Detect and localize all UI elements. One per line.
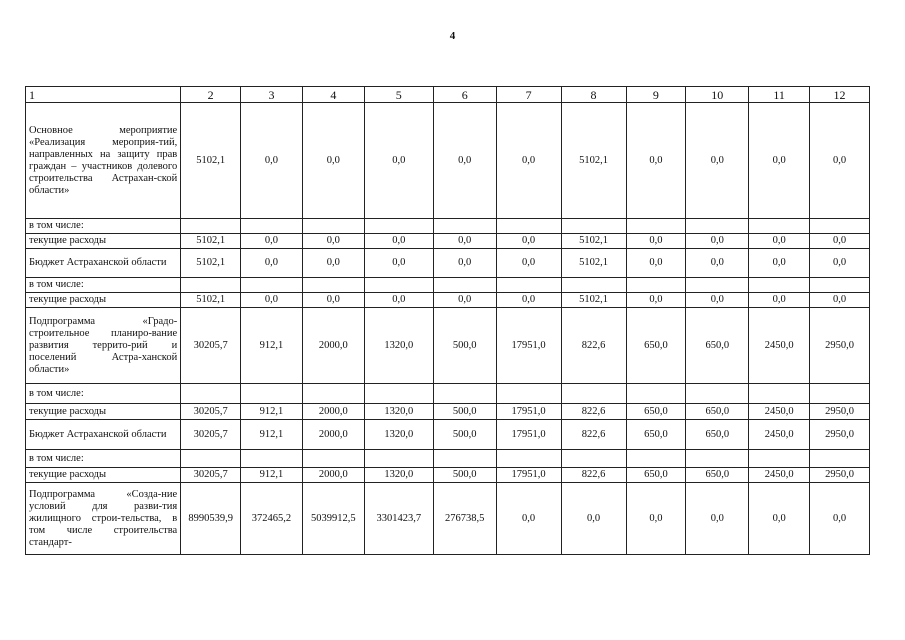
value-cell [364,278,433,293]
value-cell: 822,6 [561,308,626,384]
row-label: Основное мероприятие «Реализация мероприя-тий, направленных на защиту прав граждан – участников долевого строительства Астрахан-ской области» [26,103,181,219]
column-number-cell: 12 [810,87,870,103]
value-cell: 0,0 [686,249,749,278]
value-cell: 0,0 [626,483,686,555]
column-number-cell: 7 [496,87,561,103]
value-cell: 0,0 [626,103,686,219]
value-cell: 1320,0 [364,404,433,420]
value-cell: 0,0 [433,103,496,219]
value-cell [810,450,870,468]
row-label: текущие расходы [26,234,181,249]
value-cell [686,450,749,468]
value-cell [496,450,561,468]
value-cell: 2000,0 [302,308,364,384]
value-cell [433,450,496,468]
table-row [26,103,870,219]
value-cell: 0,0 [241,234,303,249]
row-label: текущие расходы [26,468,181,483]
value-cell [686,384,749,404]
value-cell: 5102,1 [561,249,626,278]
value-cell [561,278,626,293]
value-cell: 30205,7 [181,404,241,420]
value-cell: 2950,0 [810,308,870,384]
value-cell: 30205,7 [181,420,241,450]
value-cell: 1320,0 [364,420,433,450]
value-cell: 30205,7 [181,468,241,483]
value-cell: 5102,1 [181,234,241,249]
value-cell: 3301423,7 [364,483,433,555]
table-row [26,219,870,234]
value-cell: 2950,0 [810,468,870,483]
value-cell: 0,0 [302,249,364,278]
value-cell: 0,0 [686,234,749,249]
row-label: в том числе: [26,278,181,293]
value-cell: 0,0 [810,249,870,278]
value-cell: 650,0 [686,468,749,483]
value-cell: 0,0 [433,234,496,249]
value-cell: 0,0 [810,483,870,555]
value-cell: 650,0 [686,420,749,450]
column-number-cell: 1 [26,87,181,103]
value-cell: 0,0 [749,249,810,278]
table-row [26,468,870,483]
budget-table [25,86,870,555]
value-cell [626,278,686,293]
value-cell [810,278,870,293]
value-cell [561,384,626,404]
value-cell: 17951,0 [496,468,561,483]
value-cell: 0,0 [810,234,870,249]
value-cell: 5102,1 [181,293,241,308]
value-cell: 0,0 [626,249,686,278]
table-row [26,450,870,468]
row-label: текущие расходы [26,404,181,420]
value-cell: 0,0 [561,483,626,555]
value-cell: 0,0 [302,103,364,219]
value-cell: 912,1 [241,308,303,384]
value-cell: 17951,0 [496,308,561,384]
value-cell: 5102,1 [181,249,241,278]
table-row [26,404,870,420]
value-cell: 372465,2 [241,483,303,555]
value-cell: 0,0 [496,293,561,308]
value-cell [364,384,433,404]
value-cell: 500,0 [433,308,496,384]
value-cell [302,278,364,293]
value-cell [241,219,303,234]
value-cell: 1320,0 [364,308,433,384]
value-cell: 1320,0 [364,468,433,483]
value-cell [749,219,810,234]
column-number-cell: 8 [561,87,626,103]
row-label: в том числе: [26,219,181,234]
value-cell [496,278,561,293]
value-cell: 5102,1 [181,103,241,219]
value-cell [749,278,810,293]
value-cell [181,219,241,234]
value-cell [626,219,686,234]
value-cell: 650,0 [686,404,749,420]
value-cell: 0,0 [686,103,749,219]
value-cell: 0,0 [749,103,810,219]
value-cell: 2450,0 [749,420,810,450]
value-cell [686,278,749,293]
value-cell: 0,0 [364,234,433,249]
value-cell [433,219,496,234]
value-cell [686,219,749,234]
value-cell: 2950,0 [810,404,870,420]
value-cell: 0,0 [364,249,433,278]
value-cell: 2450,0 [749,468,810,483]
value-cell: 0,0 [749,483,810,555]
row-label: Подпрограмма «Созда-ние условий для разви-тия жилищного строи-тельства, в том числе строительства стандарт- [26,483,181,555]
table-row [26,234,870,249]
row-label: Бюджет Астраханской области [26,420,181,450]
value-cell: 822,6 [561,404,626,420]
value-cell: 912,1 [241,468,303,483]
value-cell: 17951,0 [496,404,561,420]
row-label: в том числе: [26,450,181,468]
value-cell: 0,0 [496,483,561,555]
column-number-cell: 2 [181,87,241,103]
value-cell [810,384,870,404]
value-cell [749,384,810,404]
value-cell: 822,6 [561,420,626,450]
value-cell [496,384,561,404]
value-cell: 650,0 [626,468,686,483]
column-number-cell: 6 [433,87,496,103]
value-cell [496,219,561,234]
column-number-cell: 10 [686,87,749,103]
table-header-row [26,87,870,103]
table-row [26,483,870,555]
value-cell: 0,0 [686,483,749,555]
value-cell: 0,0 [241,293,303,308]
column-number-cell: 3 [241,87,303,103]
value-cell: 0,0 [496,249,561,278]
value-cell: 0,0 [241,249,303,278]
value-cell [302,384,364,404]
value-cell: 5102,1 [561,293,626,308]
value-cell: 0,0 [810,103,870,219]
row-label: Бюджет Астраханской области [26,249,181,278]
table-row [26,249,870,278]
value-cell [241,450,303,468]
value-cell: 0,0 [496,103,561,219]
value-cell: 2000,0 [302,404,364,420]
column-number-cell: 5 [364,87,433,103]
value-cell: 5102,1 [561,234,626,249]
value-cell: 822,6 [561,468,626,483]
value-cell: 276738,5 [433,483,496,555]
value-cell: 650,0 [626,420,686,450]
row-label: Подпрограмма «Градо-строительное планиро-вание развития террито-рий и поселений Астра-ханской области» [26,308,181,384]
value-cell: 650,0 [626,308,686,384]
value-cell: 0,0 [364,293,433,308]
value-cell [302,219,364,234]
table-row [26,384,870,404]
value-cell: 8990539,9 [181,483,241,555]
value-cell [181,384,241,404]
value-cell [241,278,303,293]
page-number: 4 [449,30,456,42]
value-cell: 500,0 [433,468,496,483]
value-cell: 0,0 [749,234,810,249]
value-cell: 0,0 [302,234,364,249]
value-cell: 500,0 [433,420,496,450]
value-cell [626,384,686,404]
value-cell: 2000,0 [302,420,364,450]
value-cell: 0,0 [686,293,749,308]
value-cell: 0,0 [496,234,561,249]
value-cell: 5102,1 [561,103,626,219]
value-cell: 0,0 [810,293,870,308]
value-cell: 17951,0 [496,420,561,450]
value-cell: 2450,0 [749,308,810,384]
value-cell [433,384,496,404]
value-cell: 0,0 [302,293,364,308]
value-cell: 650,0 [626,404,686,420]
value-cell [181,450,241,468]
value-cell: 650,0 [686,308,749,384]
table-row [26,278,870,293]
value-cell: 2450,0 [749,404,810,420]
value-cell: 0,0 [241,103,303,219]
value-cell [561,219,626,234]
value-cell [433,278,496,293]
value-cell [626,450,686,468]
value-cell [241,384,303,404]
value-cell: 0,0 [364,103,433,219]
value-cell: 0,0 [749,293,810,308]
value-cell: 0,0 [433,293,496,308]
value-cell: 30205,7 [181,308,241,384]
table-row [26,293,870,308]
value-cell: 500,0 [433,404,496,420]
value-cell: 0,0 [626,293,686,308]
table-row [26,420,870,450]
column-number-cell: 9 [626,87,686,103]
value-cell [302,450,364,468]
column-number-cell: 4 [302,87,364,103]
table-row [26,308,870,384]
value-cell: 5039912,5 [302,483,364,555]
value-cell: 2000,0 [302,468,364,483]
value-cell [561,450,626,468]
value-cell [364,219,433,234]
row-label: в том числе: [26,384,181,404]
value-cell: 912,1 [241,404,303,420]
value-cell: 0,0 [626,234,686,249]
column-number-cell: 11 [749,87,810,103]
row-label: текущие расходы [26,293,181,308]
value-cell: 2950,0 [810,420,870,450]
value-cell: 912,1 [241,420,303,450]
value-cell [364,450,433,468]
value-cell [749,450,810,468]
value-cell [181,278,241,293]
value-cell [810,219,870,234]
value-cell: 0,0 [433,249,496,278]
